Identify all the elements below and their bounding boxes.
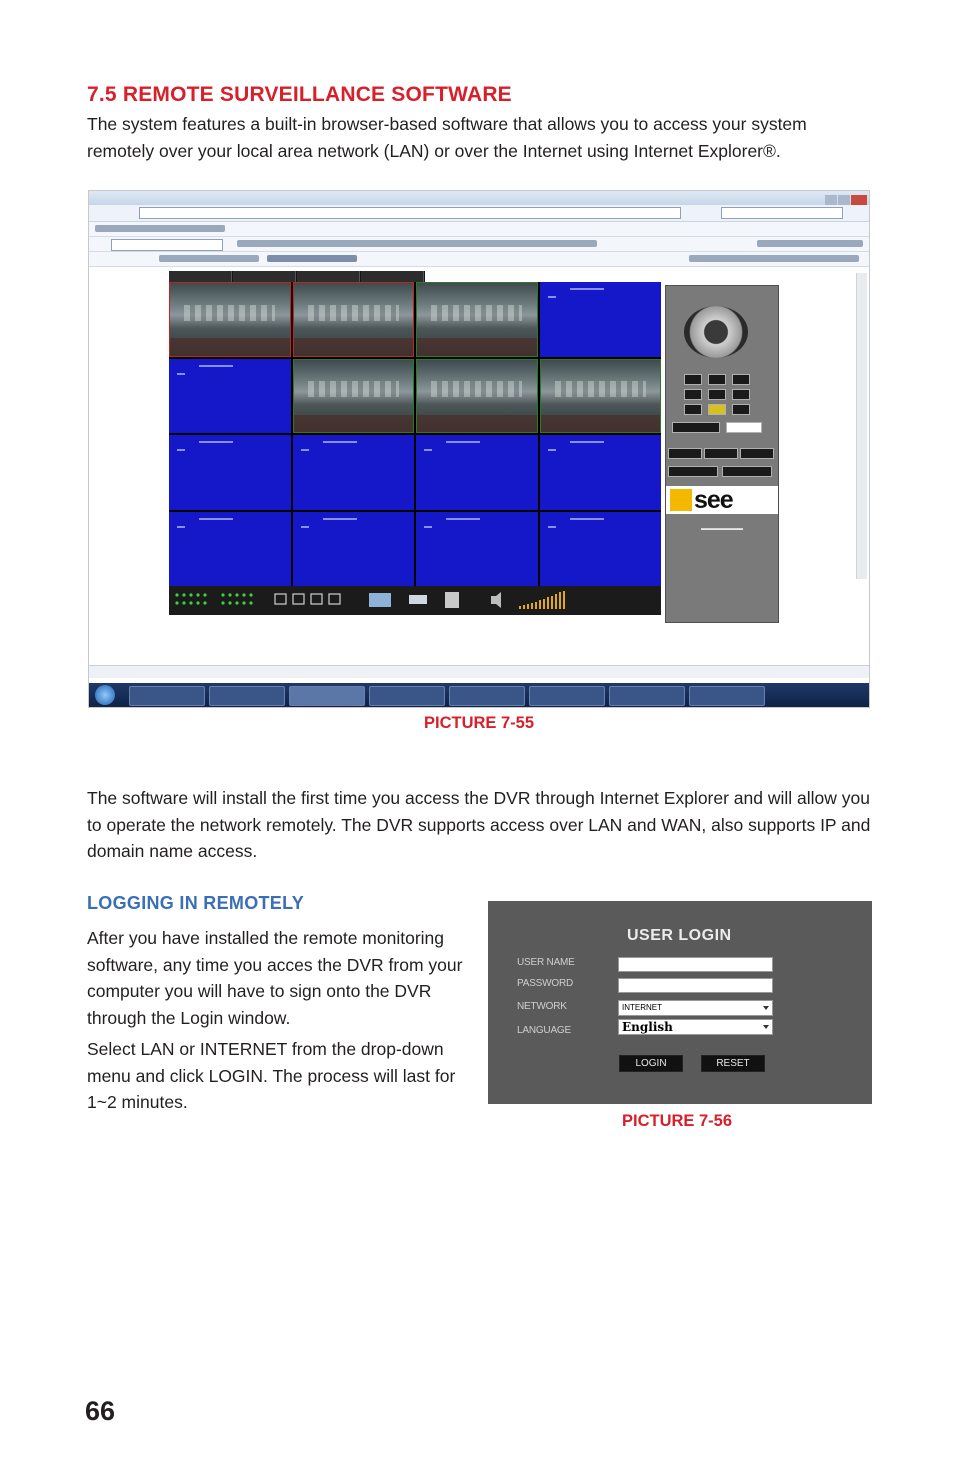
network-select[interactable] (618, 1000, 773, 1016)
ie-menu-bar (89, 222, 869, 237)
q-logo-icon (670, 489, 692, 511)
ie-tab-bar (89, 252, 869, 267)
camera-view (293, 359, 415, 434)
web-app-screenshot (88, 190, 870, 708)
ie-address-bar (89, 205, 869, 222)
camera-no-signal (540, 512, 662, 587)
password-field[interactable] (618, 978, 773, 993)
address-field (139, 207, 681, 219)
login-title: USER LOGIN (627, 927, 732, 944)
language-label: LANGUAGE (517, 1025, 571, 1036)
version-text: ▬▬▬▬▬▬▬ (701, 526, 743, 532)
qsee-logo: see (666, 486, 778, 514)
camera-view (540, 359, 662, 434)
dvr-control-bar (169, 586, 661, 615)
ie-title-bar (89, 191, 869, 205)
network-label: NETWORK (517, 1001, 567, 1012)
camera-view (416, 359, 538, 434)
camera-no-signal (293, 512, 415, 587)
login-button[interactable]: LOGIN (619, 1055, 683, 1072)
camera-grid (169, 282, 661, 586)
camera-no-signal (416, 435, 538, 510)
user-name-field[interactable] (618, 957, 773, 972)
camera-no-signal (416, 512, 538, 587)
camera-view (169, 282, 291, 357)
user-login-screenshot (488, 901, 872, 1104)
vertical-scrollbar (856, 273, 867, 579)
camera-no-signal (169, 435, 291, 510)
camera-no-signal (169, 359, 291, 434)
windows-taskbar (89, 683, 869, 707)
logging-paragraph-2: Select LAN or INTERNET from the drop-down menu and click LOGIN. The process will last for 1~2 minutes. (87, 1039, 456, 1112)
camera-view (293, 282, 415, 357)
windows-start-icon (95, 685, 115, 705)
password-label: PASSWORD (517, 978, 573, 989)
network-value: INTERNET (622, 1003, 662, 1012)
language-value: English (622, 1020, 673, 1034)
reset-button[interactable]: RESET (701, 1055, 765, 1072)
control-bar-icons (169, 586, 661, 615)
logging-paragraph-1: After you have installed the remote monitoring software, any time you acces the DVR from your computer you will have to sign onto the DVR through the Login window. (87, 928, 463, 1028)
language-select[interactable] (618, 1019, 773, 1035)
user-name-label: USER NAME (517, 957, 575, 968)
ie-status-bar (89, 665, 869, 678)
layout-grid-icon (275, 594, 340, 604)
dpad-icon (684, 306, 748, 358)
install-paragraph: The software will install the first time you access the DVR through Internet Explorer and will allow you to operate the network remotely. The DVR supports access over LAN and WAN, also supports IP and domain name access. (87, 788, 871, 861)
page-number: 66 (85, 1396, 116, 1426)
ie-toolbar (89, 237, 869, 252)
intro-paragraph: The system features a built-in browser-based software that allows you to access your system remotely over your local area network (LAN) or over the Internet using Internet Explorer®. (87, 114, 807, 161)
ptz-panel (665, 285, 779, 623)
camera-view (416, 282, 538, 357)
camera-no-signal (540, 435, 662, 510)
chevron-down-icon (763, 1025, 769, 1029)
logging-heading: LOGGING IN REMOTELY (87, 893, 305, 913)
speaker-icon (491, 592, 501, 608)
chevron-down-icon (763, 1006, 769, 1010)
dvr-tabs (169, 271, 425, 282)
figure-caption-7-56: PICTURE 7-56 (621, 1112, 733, 1130)
camera-no-signal (540, 282, 662, 357)
section-heading: 7.5 REMOTE SURVEILLANCE SOFTWARE (87, 83, 512, 106)
camera-no-signal (169, 512, 291, 587)
camera-no-signal (293, 435, 415, 510)
ie-search-field (721, 207, 843, 219)
figure-caption-7-55: PICTURE 7-55 (423, 714, 535, 732)
